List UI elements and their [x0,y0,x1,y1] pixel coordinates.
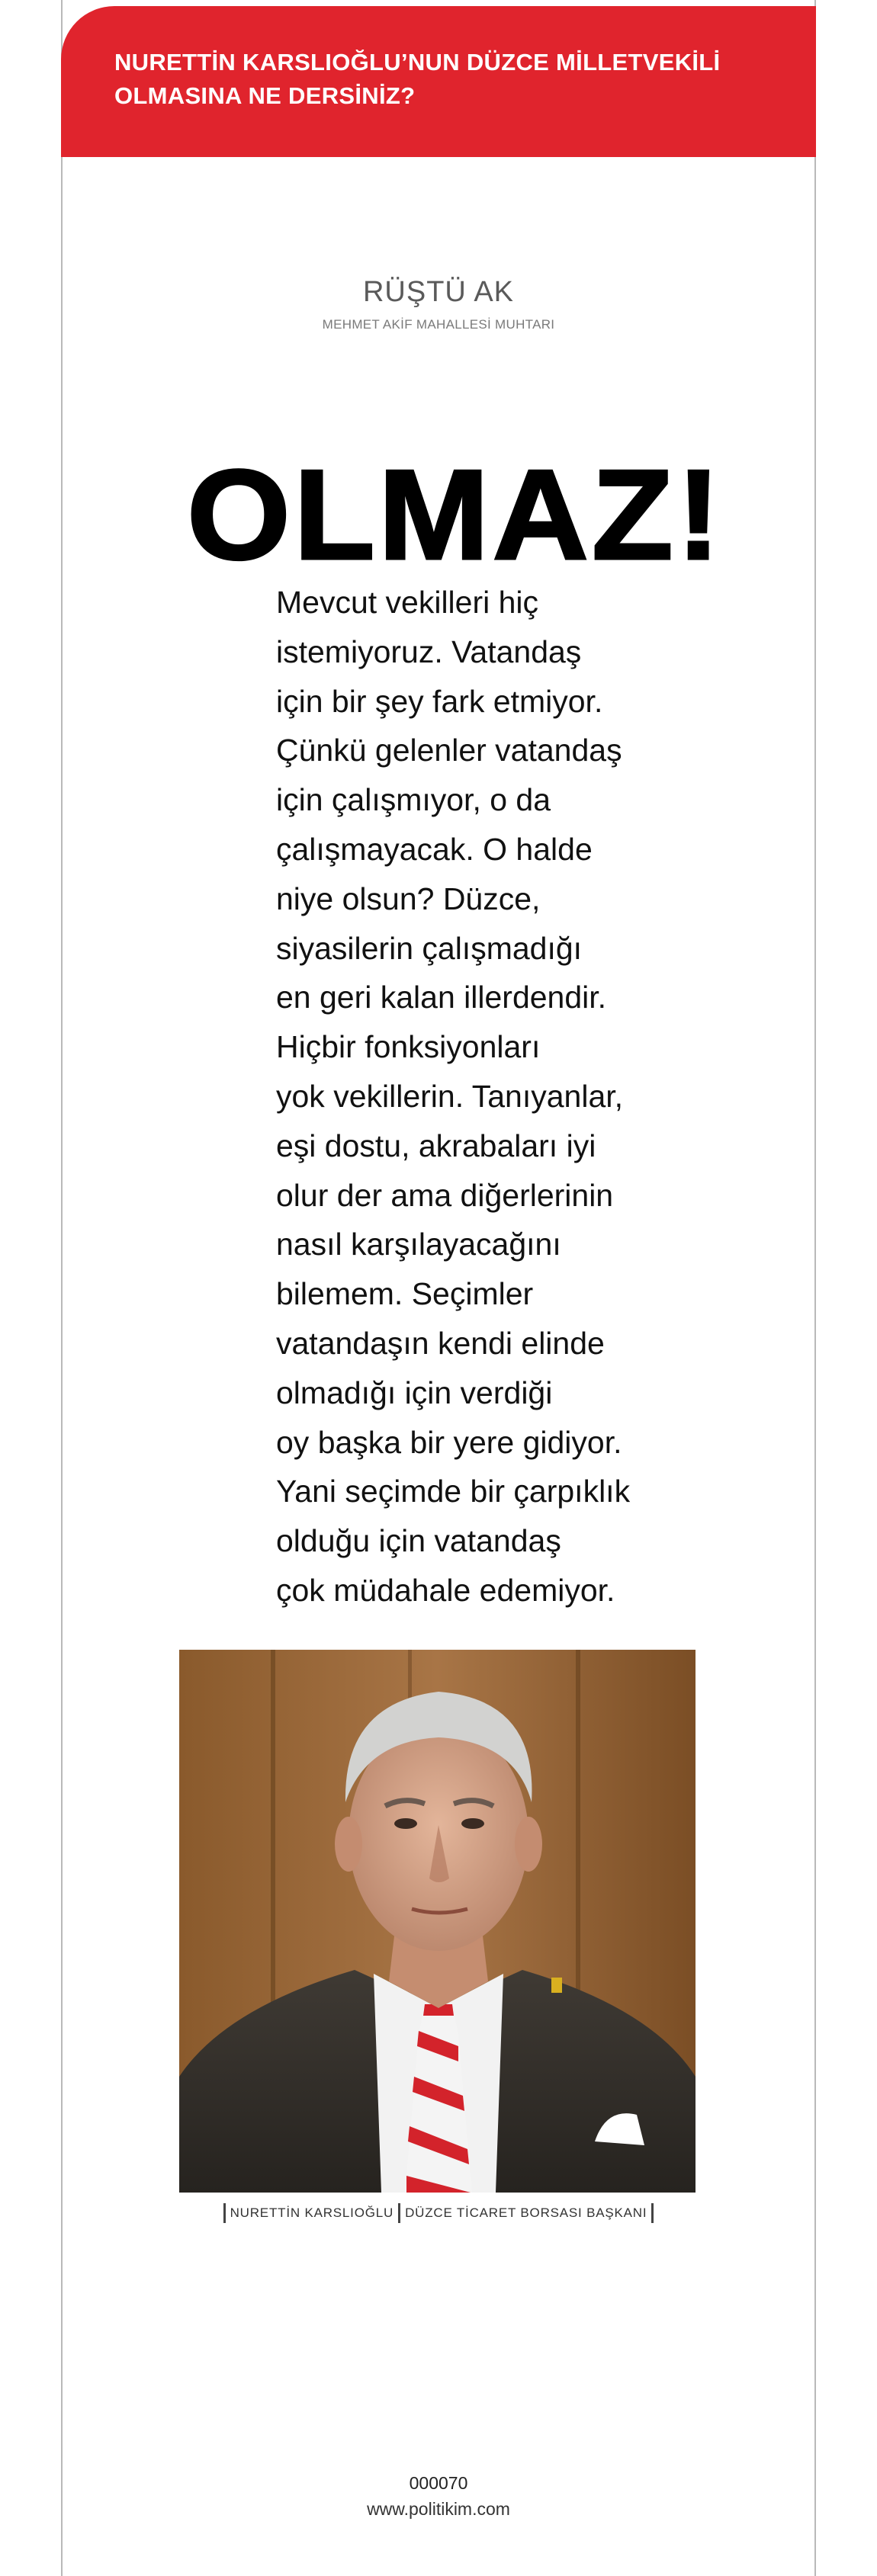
body-line: istemiyoruz. Vatandaş [276,634,582,669]
body-line: siyasilerin çalışmadığı [276,930,583,966]
page-number: 000070 [409,2473,468,2493]
portrait-photo [179,1650,695,2193]
body-line: Çünkü gelenler vatandaş [276,733,622,768]
body-line: bilemem. Seçimler [276,1276,534,1312]
caption-divider [651,2203,654,2223]
body-line: Hiçbir fonksiyonları [276,1029,541,1065]
body-line: için çalışmıyor, o da [276,782,551,818]
headline: OLMAZ! [187,443,724,586]
body-line: oy başka bir yere gidiyor. [276,1424,622,1460]
header-title-line-1: NURETTİN KARSLIOĞLU’NUN DÜZCE MİLLETVEKİLİ [114,49,721,75]
caption-title: DÜZCE TİCARET BORSASI BAŞKANI [405,2205,647,2220]
header-title [114,46,770,113]
body-line: eşi dostu, akrabaları iyi [276,1128,596,1163]
author-name: RÜŞTÜ AK [362,276,515,308]
body-line: Yani seçimde bir çarpıklık [276,1474,631,1509]
caption-name: NURETTİN KARSLIOĞLU [230,2205,394,2220]
caption-divider [223,2203,226,2223]
body-line: çalışmayacak. O halde [276,831,593,867]
body-line: niye olsun? Düzce, [276,881,541,916]
body-line: Mevcut vekilleri hiç [276,585,539,620]
author-role: MEHMET AKİF MAHALLESİ MUHTARI [322,317,555,332]
body-line: vatandaşın kendi elinde [276,1325,605,1361]
body-line: çok müdahale edemiyor. [276,1572,615,1608]
body-line: yok vekillerin. Tanıyanlar, [276,1078,624,1114]
body-line: olur der ama diğerlerinin [276,1177,614,1213]
body-line: için bir şey fark etmiyor. [276,683,603,719]
photo-caption [0,2203,877,2223]
body-line: en geri kalan illerdendir. [276,980,607,1015]
body-line: nasıl karşılayacağını [276,1227,561,1262]
header-banner [61,6,816,157]
body-line: olduğu için vatandaş [276,1523,561,1559]
header-title-line-2: OLMASINA NE DERSİNİZ? [114,82,416,109]
caption-divider [398,2203,400,2223]
body-line: olmadığı için verdiği [276,1375,553,1410]
website-url[interactable]: www.politikim.com [367,2499,510,2519]
article-body [276,578,657,1615]
